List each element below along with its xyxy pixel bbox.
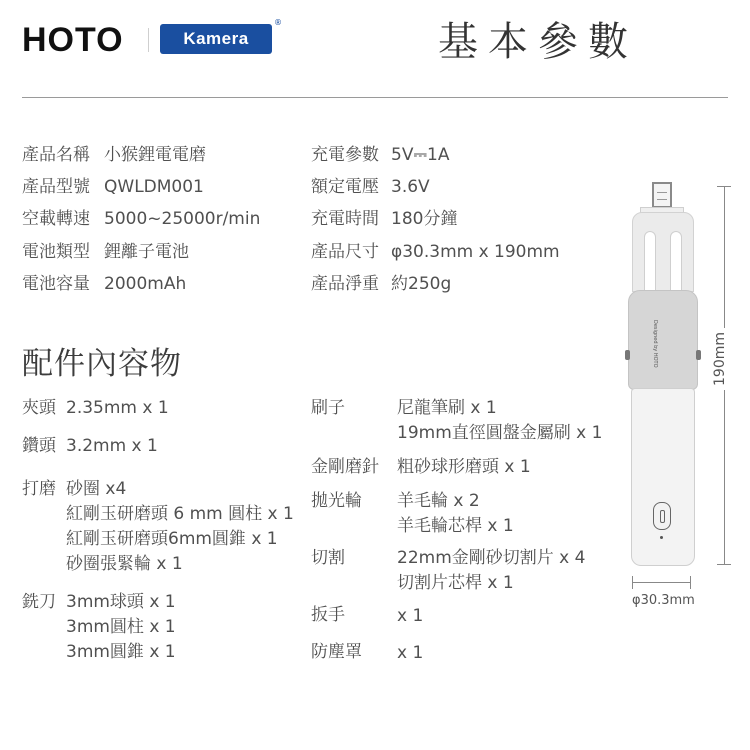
spec-label: 電池類型 <box>22 242 90 262</box>
spec-row <box>311 208 457 230</box>
body-print: Designed by HOTO <box>652 320 658 368</box>
accessory-items <box>397 604 423 629</box>
spec-value: 5V⎓1A <box>391 145 450 165</box>
accessory-items <box>397 455 531 480</box>
spec-label: 產品淨重 <box>311 274 379 294</box>
accessories-title: 配件內容物 <box>22 346 182 382</box>
spec-row <box>22 208 260 230</box>
accessory-label: 扳手 <box>311 605 345 625</box>
spec-label: 產品名稱 <box>22 145 90 165</box>
vent-slot <box>670 231 682 292</box>
accessory-item: 粗砂球形磨頭 x 1 <box>397 457 531 477</box>
logo-divider <box>148 28 149 52</box>
accessory-item: 2.35mm x 1 <box>66 398 169 418</box>
accessory-item: 3mm圓柱 x 1 <box>66 617 176 637</box>
accessory-label: 打磨 <box>22 479 56 499</box>
accessory-item: 切割片芯桿 x 1 <box>397 573 514 593</box>
accessory-items <box>397 489 514 539</box>
spec-row <box>22 273 186 295</box>
accessory-item: 羊毛輪 x 2 <box>397 491 480 511</box>
spec-label: 充電時間 <box>311 209 379 229</box>
spec-value: 約250g <box>391 274 452 294</box>
registered-mark: ® <box>274 18 282 27</box>
spec-value: 180分鐘 <box>391 209 458 229</box>
accessory-label: 銑刀 <box>22 592 56 612</box>
hoto-logo: HOTO <box>22 21 124 59</box>
accessory-item: 紅剛玉研磨頭 6 mm 圓柱 x 1 <box>66 504 294 524</box>
spec-value: φ30.3mm x 190mm <box>391 242 560 262</box>
accessory-label: 金剛磨針 <box>311 457 379 477</box>
accessory-label: 拋光輪 <box>311 491 362 511</box>
accessory-label: 夾頭 <box>22 398 56 418</box>
spec-label: 空載轉速 <box>22 209 90 229</box>
accessory-item: 紅剛玉研磨頭6mm圓錐 x 1 <box>66 529 278 549</box>
diameter-dimension-line <box>632 582 690 583</box>
accessory-item: 22mm金剛砂切割片 x 4 <box>397 548 586 568</box>
spec-label: 額定電壓 <box>311 177 379 197</box>
page-title: 基本參數 <box>438 19 638 65</box>
diameter-label: φ30.3mm <box>632 593 695 608</box>
collet-shaft <box>652 182 672 208</box>
accessory-items <box>397 546 585 596</box>
side-dot <box>696 350 701 360</box>
accessory-item: 尼龍筆刷 x 1 <box>397 398 497 418</box>
accessory-items <box>66 477 294 577</box>
spec-value: 2000mAh <box>104 274 187 294</box>
spec-row <box>311 241 560 263</box>
accessory-label: 鑽頭 <box>22 436 56 456</box>
spec-value: 鋰離子電池 <box>104 242 189 262</box>
height-label: 190mm <box>712 328 728 390</box>
accessory-item: 羊毛輪芯桿 x 1 <box>397 516 514 536</box>
spec-row <box>311 144 449 166</box>
accessory-item: x 1 <box>397 643 424 663</box>
spec-label: 產品型號 <box>22 177 90 197</box>
spec-row <box>22 176 204 198</box>
accessory-item: 砂圈 x4 <box>66 479 127 499</box>
spec-value: 3.6V <box>391 177 430 197</box>
accessory-items <box>66 590 176 665</box>
accessory-label: 防塵罩 <box>311 642 362 662</box>
spec-row <box>22 241 189 263</box>
spec-label: 產品尺寸 <box>311 242 379 262</box>
spec-value: QWLDM001 <box>104 177 204 197</box>
dimension-tick <box>717 186 731 187</box>
header-divider <box>22 97 728 98</box>
accessory-items <box>397 641 423 666</box>
tool-head <box>632 212 694 292</box>
accessory-item: 19mm直徑圓盤金屬刷 x 1 <box>397 423 603 443</box>
spec-value: 5000~25000r/min <box>104 209 261 229</box>
accessory-item: 3mm圓錐 x 1 <box>66 642 176 662</box>
spec-label: 電池容量 <box>22 274 90 294</box>
tool-handle <box>631 388 695 566</box>
spec-label: 充電參數 <box>311 145 379 165</box>
accessory-item: 砂圈張緊輪 x 1 <box>66 554 183 574</box>
accessory-items <box>397 396 602 446</box>
spec-value: 小猴鋰電電磨 <box>104 145 206 165</box>
dimension-tick <box>632 576 633 589</box>
spec-row <box>22 144 206 166</box>
power-button-icon <box>653 502 671 530</box>
accessory-item: 3.2mm x 1 <box>66 436 158 456</box>
accessory-items <box>66 434 158 459</box>
accessory-item: x 1 <box>397 606 424 626</box>
vent-slot <box>644 231 656 292</box>
side-dot <box>625 350 630 360</box>
indicator-led <box>660 536 663 539</box>
dimension-tick <box>717 564 731 565</box>
accessory-label: 刷子 <box>311 398 345 418</box>
accessory-items <box>66 396 169 421</box>
dimension-tick <box>690 576 691 589</box>
kamera-logo: Kamera <box>160 24 272 54</box>
accessory-label: 切割 <box>311 548 345 568</box>
tool-grip <box>628 290 698 390</box>
spec-row <box>311 176 430 198</box>
spec-row <box>311 273 451 295</box>
accessory-item: 3mm球頭 x 1 <box>66 592 176 612</box>
